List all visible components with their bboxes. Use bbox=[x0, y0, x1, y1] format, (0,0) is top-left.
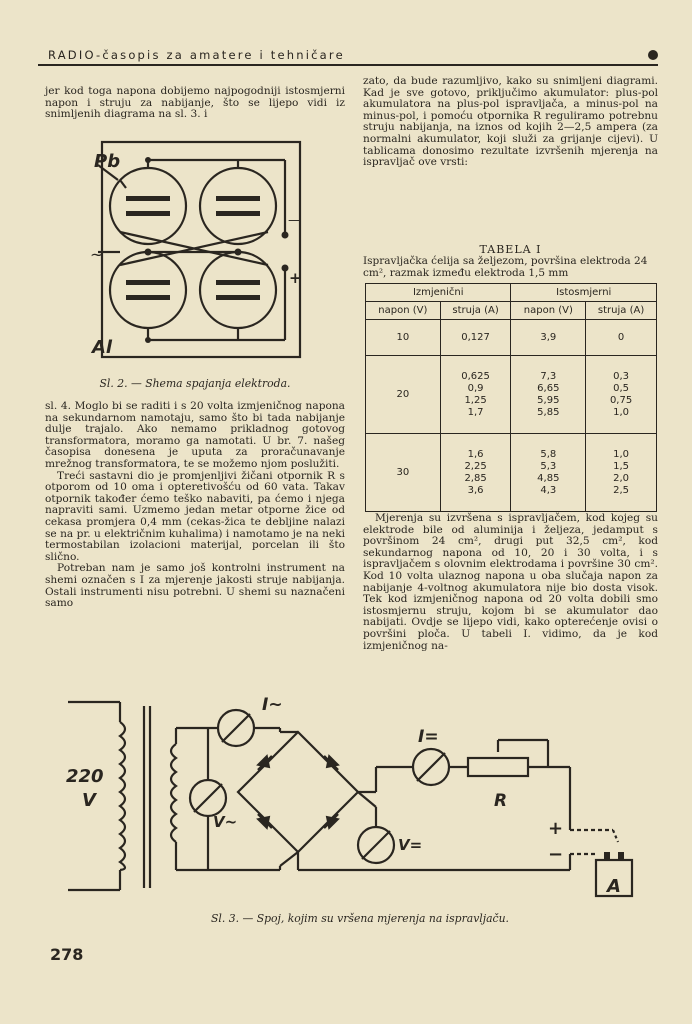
label-minus: − bbox=[548, 844, 564, 865]
figure-2-caption: Sl. 2. — Shema spajanja elektroda. bbox=[99, 377, 291, 390]
table-cell: 10 bbox=[366, 320, 441, 356]
table-column-header: struja (A) bbox=[440, 302, 511, 320]
label-al: Al bbox=[92, 337, 113, 358]
table-row bbox=[366, 434, 657, 512]
label-plus: + bbox=[548, 818, 564, 839]
table-row bbox=[366, 356, 657, 434]
label-tilde: ~ bbox=[90, 245, 104, 264]
table-group-header: Izmjenični bbox=[366, 284, 511, 302]
paragraph: Treći sastavni dio je promjenljivi žičani otpornik R s otporom od 10 oma i opteretivošću od 60 vata. Takav otpornik također ćemo teško nabaviti, pa ćemo i njega napraviti sami. Uzmemo jedan metar otporne žice od cekasa promjera 0,4 mm (cekas-žica te debljine nalazi se na pr. u električnim kuhalima) i namotamo je na neki termostabilan izolacioni materijal, porcelan ili što slično. bbox=[45, 469, 345, 563]
label-r: R bbox=[494, 791, 508, 811]
figure-2-electrode-schematic bbox=[90, 140, 312, 372]
page-number: 278 bbox=[50, 945, 84, 964]
label-i-ac: I~ bbox=[262, 695, 283, 715]
paragraph: jer kod toga napona dobijemo najpogodniji istosmjerni napon i struju za nabijanje, što se lijepo vidi iz snimljenih diagrama na sl. 3. i bbox=[45, 85, 345, 121]
paragraph: Mjerenja su izvršena s ispravljačem, kod kojeg su elektrode bile od aluminija i željeza, jedamput s površinom 24 cm², drugi put 32,5 cm², kod sekundarnog napona od 10, 20 i 30 volta, i s ispravljačem s olovnim elektrodama i površine 30 cm². Kod 10 volta ulaznog napona u oba slučaja napon za nabijanje 4-voltnog akumulatora nije bio dosta visok. Tek kod izmjeničnog napona od 20 volta dobili smo istosmjernu struju, kojom bi se akumulator dao nabijati. Ovdje se lijepo vidi, kako opterećenje ovisi o površini ploča. U tabeli I. vidimo, da je kod izmjeničnog na- bbox=[363, 512, 658, 652]
table-column-header: napon (V) bbox=[366, 302, 441, 320]
right-column-bottom bbox=[363, 513, 658, 652]
table-column-header: napon (V) bbox=[511, 302, 586, 320]
label-plus: + bbox=[289, 269, 302, 287]
table-cell: 1,0 1,5 2,0 2,5 bbox=[586, 434, 657, 512]
table-cell: 0,3 0,5 0,75 1,0 bbox=[586, 356, 657, 434]
table-cell: 0,127 bbox=[440, 320, 511, 356]
table-cell: 20 bbox=[366, 356, 441, 434]
left-column-top bbox=[45, 86, 345, 121]
label-mains-v: V bbox=[82, 790, 96, 811]
table-cell: 30 bbox=[366, 434, 441, 512]
label-pb: Pb bbox=[94, 151, 121, 172]
paragraph: Potreban nam je samo još kontrolni instrument na shemi označen s I za mjerenje jakosti struje nabijanja. Ostali instrumenti nisu potrebni. U shemi su naznačeni samo bbox=[45, 562, 345, 610]
table-cell: 5,8 5,3 4,85 4,3 bbox=[511, 434, 586, 512]
paragraph: sl. 4. Moglo bi se raditi i s 20 volta izmjeničnog napona na sekundarnom namotaju, samo što bi tada nabijanje dulje trajalo. Ako nemamo prikladnog gotovog transformatora, moramo ga namotati. U br. 7. našeg časopisa donesena je uputa za proračunavanje mrežnog transformatora, te se možemo njom poslužiti. bbox=[45, 400, 345, 470]
page-header bbox=[38, 46, 658, 66]
label-minus: — bbox=[288, 213, 301, 228]
table-column-header: struja (A) bbox=[586, 302, 657, 320]
label-i-dc: I= bbox=[418, 727, 439, 747]
right-column-top bbox=[363, 76, 658, 169]
table-group-header: Istosmjerni bbox=[511, 284, 657, 302]
table-subtitle: Ispravljačka ćelija sa željezom, površina elektroda 24 cm², razmak između elektroda 1,5 mm bbox=[363, 255, 648, 279]
label-v-dc: V= bbox=[398, 836, 423, 854]
cell-circle bbox=[110, 252, 186, 328]
table-cell: 0,625 0,9 1,25 1,7 bbox=[440, 356, 511, 434]
label-220: 220 bbox=[66, 766, 104, 787]
header-bullet-icon bbox=[648, 50, 658, 60]
table-cell: 1,6 2,25 2,85 3,6 bbox=[440, 434, 511, 512]
table-cell: 7,3 6,65 5,95 5,85 bbox=[511, 356, 586, 434]
table-cell: 0 bbox=[586, 320, 657, 356]
table-row bbox=[366, 320, 657, 356]
label-v-ac: V~ bbox=[213, 813, 238, 831]
label-a: A bbox=[607, 876, 621, 897]
figure-3-caption: Sl. 3. — Spoj, kojim su vršena mjerenja na ispravljaču. bbox=[211, 912, 509, 925]
table-cell: 3,9 bbox=[511, 320, 586, 356]
measurement-table bbox=[365, 283, 657, 512]
paragraph: zato, da bude razumljivo, kako su snimljeni diagrami. Kad je sve gotovo, priključimo akumulator: plus-pol akumulatora na plus-pol ispravljača, a minus-pol na minus-pol, i pomoću otpornika R reguliramo potrebnu struju nabijanja, na iznos od kojih 2—2,5 ampera (za normalni akumulator, koji služi za grijanje cijevi). U tablicama donosimo rezultate izvršenih mjerenja na ispravljač ove vrsti: bbox=[363, 75, 658, 169]
header-title: RADIO-časopis za amatere i tehničare bbox=[48, 48, 345, 62]
figure-3-measurement-circuit bbox=[58, 692, 648, 907]
resistor-icon bbox=[468, 758, 528, 776]
left-column-bottom bbox=[45, 401, 345, 610]
table-title: TABELA I bbox=[479, 243, 542, 256]
